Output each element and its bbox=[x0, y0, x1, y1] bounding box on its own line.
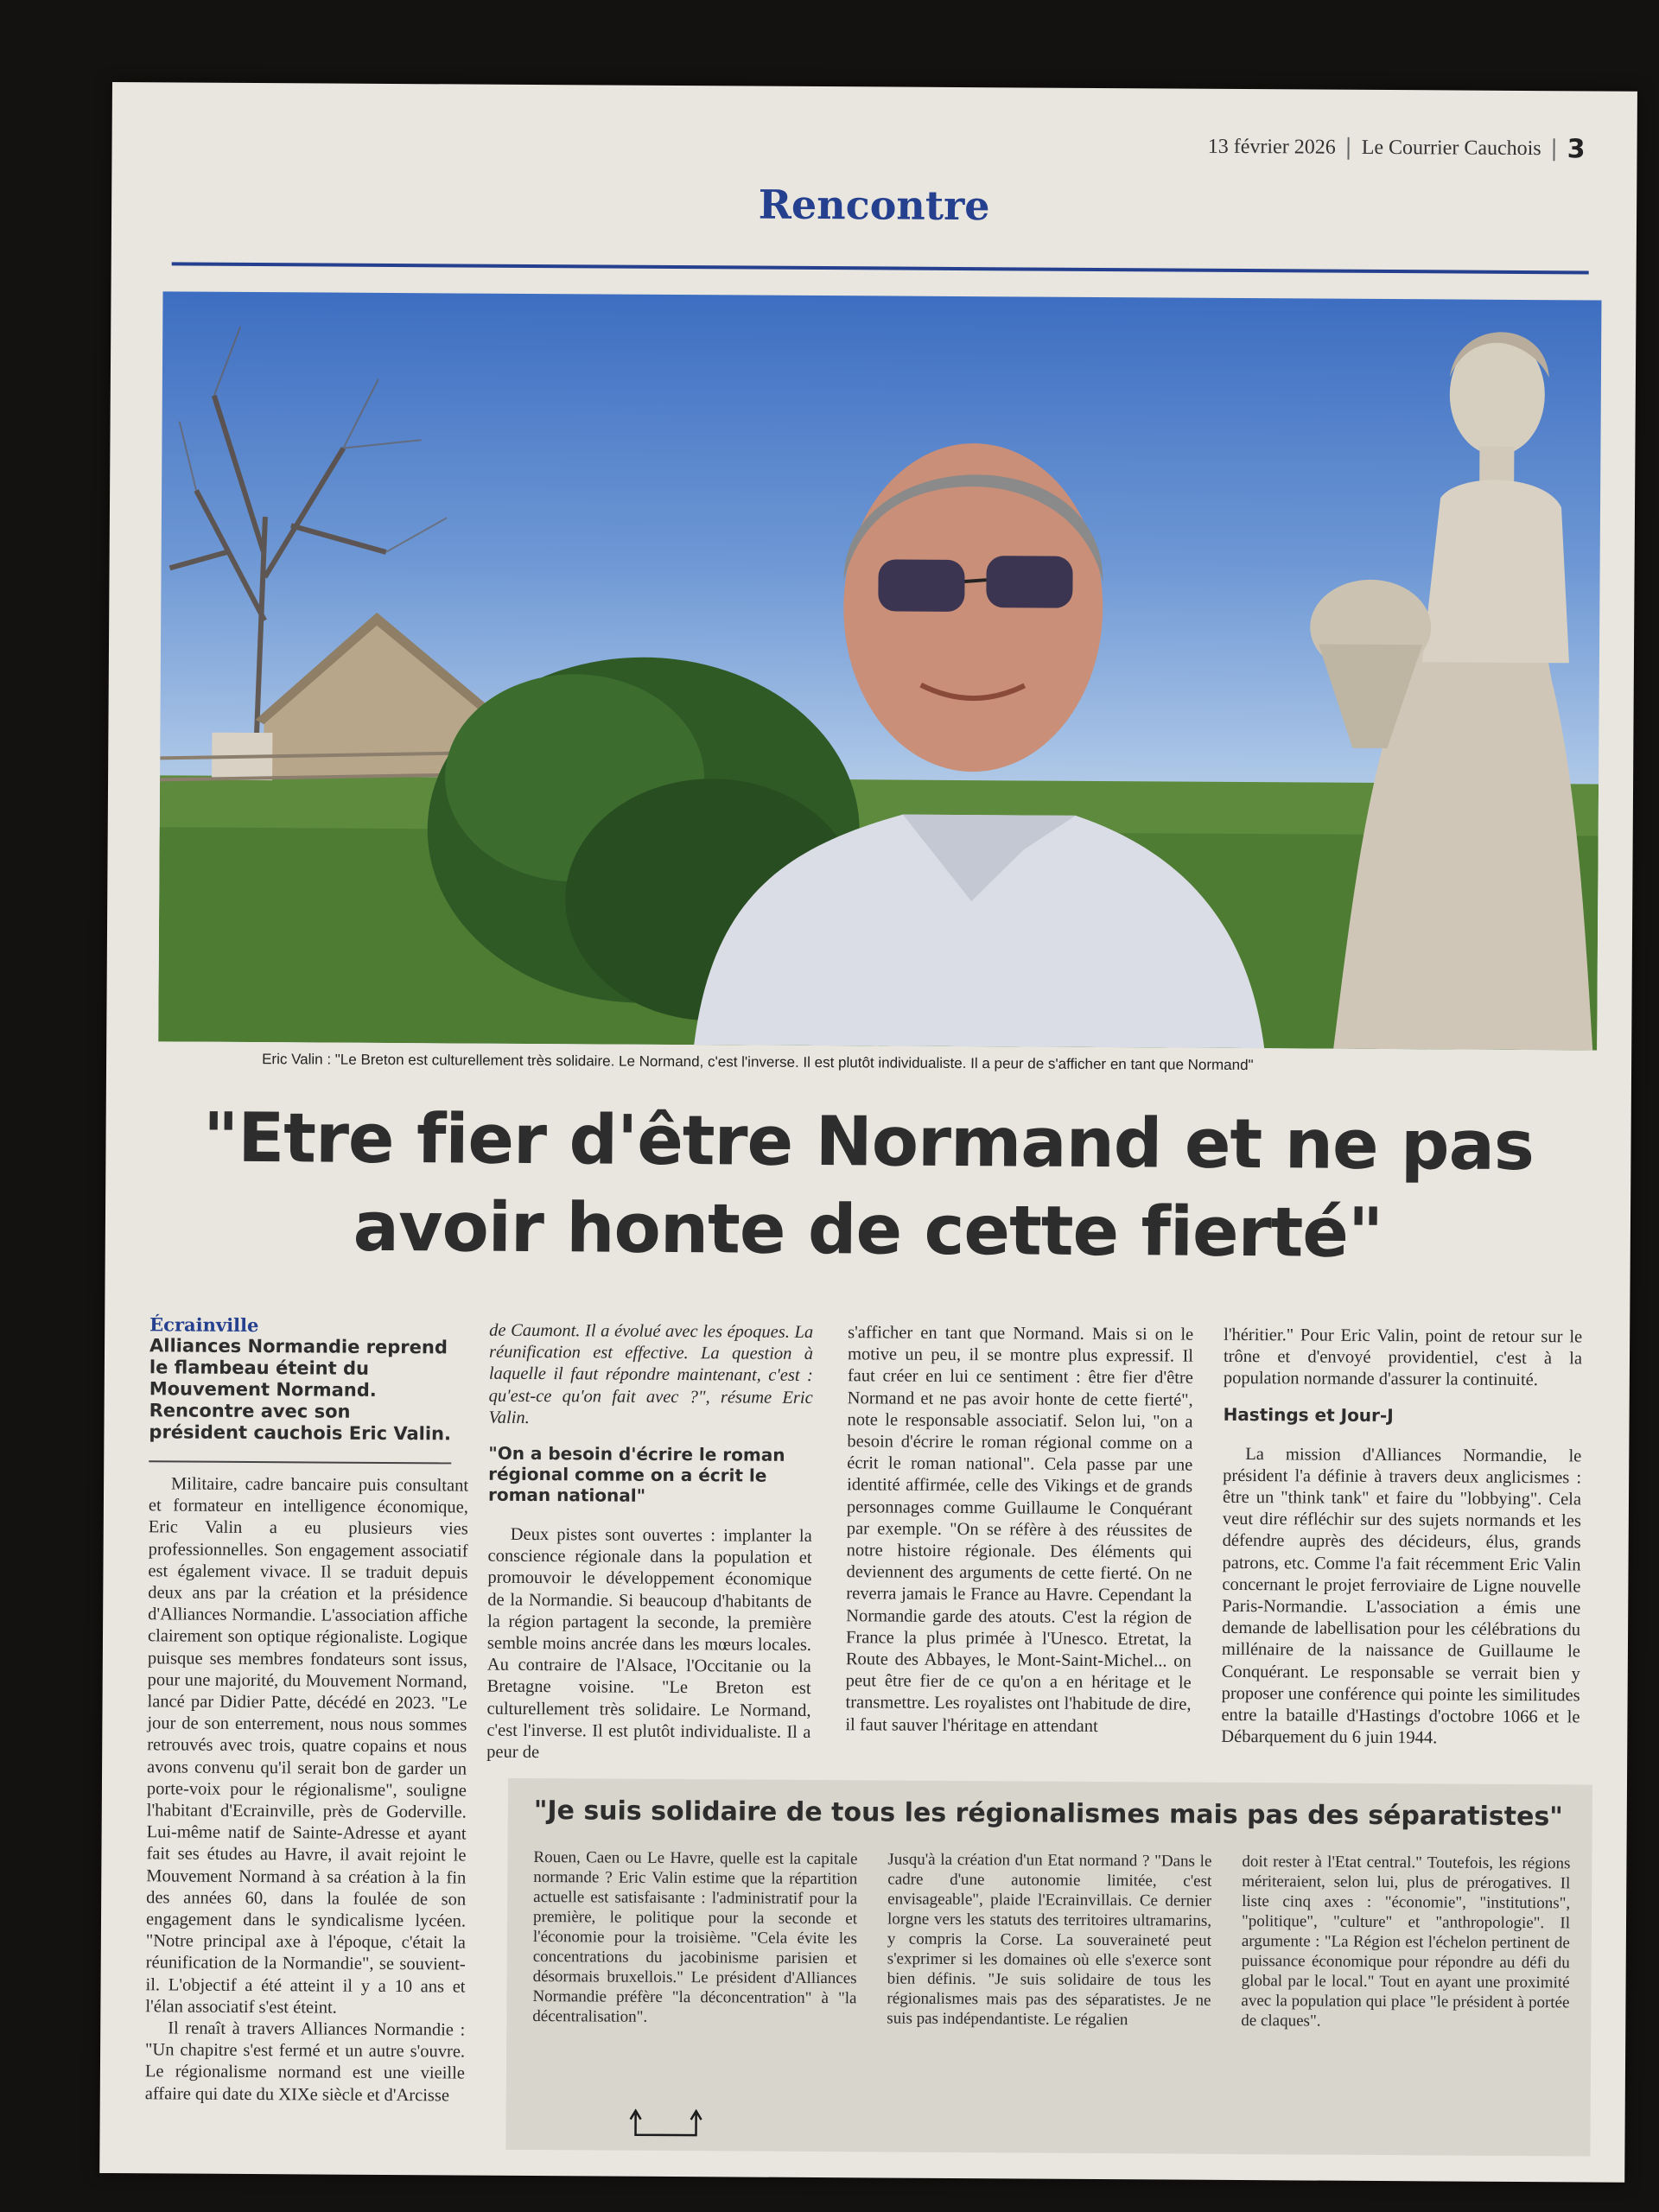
subheading: Hastings et Jour-J bbox=[1223, 1403, 1394, 1426]
paragraph: doit rester à l'Etat central." Toutefois, les régions mériteraient, selon lui, plus de prérogatives. Il liste cinq axes : "économie", "institutions", "politique", "culture" et "anthropologie". Il argumente : "La Région est l'échelon pertinent de puissance économique pour répondre au défi du global par le local." Tout en ayant une proximité avec la population qui place "le président à portée de claques". bbox=[1241, 1853, 1571, 2031]
article-column-2 bbox=[486, 1320, 813, 1766]
portrait-photo bbox=[158, 291, 1601, 1050]
newspaper-name: Le Courrier Cauchois bbox=[1361, 136, 1541, 161]
box-column-3 bbox=[1241, 1852, 1570, 2032]
article-column-3 bbox=[845, 1322, 1193, 1738]
page-header bbox=[1208, 132, 1586, 165]
paragraph: s'afficher en tant que Normand. Mais si on le motive un peu, il se montre plus expressif. Il faut créer en lui ce sentiment : être fier d'être Normand et ne pas avoir honte de cette fierté", note le responsable associatif. Selon lui, "on a besoin d'écrire le roman régional comme on a écrit le roman national". Cela passe par une identité affirmée, celle des Vikings et de grands personnages comme Guillaume le Conquérant par exemple. "On se réfère à des réussites de notre histoire régionale. Des éléments qui deviennent des arguments de cette fierté. On ne reverra jamais le France au Havre. Cependant la Normandie garde des atouts. C'est la région de France la plus primée à l'Unesco. Etretat, la Route des Abbayes, le Mont-Saint-Michel... on peut être fier de ce qu'on a en héritage et le transmettre. Les royalistes ont l'habitude de dire, il faut sauver l'héritage en attendant bbox=[845, 1323, 1194, 1736]
paragraph: Militaire, cadre bancaire puis consultant et formateur en intelligence économique, Eric Valin a eu plusieurs vies professionnelles. Son engagement associatif est également vivace. Il se traduit depuis deux ans par la création et la présidence d'Alliances Normandie. L'association affiche clairement son optique régionaliste. Logique puisque ses membres fondateurs sont issus, pour une majorité, du Mouvement Normand, lancé par Didier Patte, décédé en 2023. "Le jour de son enterrement, nous nous sommes retrouvés avec trois, quatre copains et nous avons convenu qu'il serait bon de garder un porte-voix pour le régionalisme", souligne l'habitant d'Ecrainville, près de Goderville. Lui-même natif de Sainte-Adresse et ayant fait ses études au Havre, il avait rejoint le Mouvement Normand à sa création à la fin des années 60, dans la foulée de son engagement dans le syndicalisme lycéen. "Notre principal axe à l'époque, c'était la réunification de la Normandie", se souvient-il. L'objectif a été atteint il y a 10 ans et l'élan associatif s'est éteint. bbox=[145, 1474, 469, 2018]
standfirst-rule bbox=[149, 1460, 451, 1464]
paragraph: Il renaît à travers Alliances Normandie : "Un chapitre s'est fermé et un autre s'ouvre. Le régionalisme normand est une vieille affaire qui date du XIXe siècle et d'Arcisse bbox=[144, 2018, 466, 2106]
header-divider bbox=[1554, 138, 1555, 161]
photo-illustration bbox=[158, 291, 1601, 1050]
paragraph: Jusqu'à la création d'un Etat normand ? "Dans le cadre d'une autonomie limitée, c'est envisageable", plaide l'Ecrainvillais. Ce dernier lorgne vers les statuts des territoires ultramarins, y compris la Corse. La souveraineté peut s'exprimer si les domaines où elle s'exerce sont bien définis. "Je suis solidaire de tous les régionalismes mais pas des séparatistes. Je ne suis pas indépendantiste. Le régalien bbox=[887, 1850, 1212, 2030]
box-title: "Je suis solidaire de tous les régionalismes mais pas des séparatistes" bbox=[533, 1796, 1563, 1833]
header-divider bbox=[1348, 137, 1350, 159]
paragraph: de Caumont. Il a évolué avec les époques. La réunification est effective. La question à laquelle il faut répondre maintenant, c'est : qu'est-ce qu'on fait avec ?", résume Eric Valin. bbox=[488, 1320, 814, 1427]
paragraph: Deux pistes sont ouvertes : implanter la conscience régionale dans la population et promouvoir le développement économique de la Normandie. Si beaucoup d'habitants de la région partagent la seconde, la première semble moins ancrée dans les mœurs locales. Au contraire de l'Alsace, l'Occitanie ou la Bretagne voisine. "Le Breton est culturellement très solidaire. Le Normand, c'est l'inverse. Il est plutôt individualiste. Il a peur de bbox=[486, 1524, 812, 1763]
paragraph: l'héritier." Pour Eric Valin, point de retour sur le trône et d'envoyé providentiel, c'est à la population normande d'assurer la continuité. bbox=[1223, 1325, 1583, 1390]
box-column-2 bbox=[887, 1850, 1211, 2031]
subheading: "On a besoin d'écrire le roman régional comme on a écrit le roman national" bbox=[487, 1442, 785, 1506]
article-column-1 bbox=[145, 1473, 468, 2107]
issue-date: 13 février 2026 bbox=[1207, 135, 1336, 159]
paragraph: La mission d'Alliances Normandie, le président l'a définie à travers deux anglicismes : être un "think tank" et faire du "lobbying". Cela veut dire réfléchir sur des sujets normands et les défendre auprès des décideurs, élus, grands patrons, etc. Comme l'a fait récemment Eric Valin concernant le projet ferroviaire de Ligne nouvelle Paris-Normandie. L'association a émis une demande de labellisation pour les célébrations du millénaire de la naissance de Guillaume le Conquérant. Le responsable se verrait bien y proposer une conférence qui pointe les similitudes entre la bataille d'Hastings d'octobre 1066 et le Débarquement du 6 juin 1944. bbox=[1221, 1444, 1582, 1748]
page-number: 3 bbox=[1567, 134, 1586, 165]
dateline: Écrainville bbox=[149, 1313, 259, 1337]
section-title: Rencontre bbox=[758, 181, 990, 230]
section-rule bbox=[172, 262, 1589, 274]
box-column-1 bbox=[532, 1847, 857, 2028]
headline: "Etre fier d'être Normand et ne pas avoir honte de cette fierté" bbox=[202, 1097, 1535, 1274]
photo-caption: Eric Valin : "Le Breton est culturellement très solidaire. Le Normand, c'est l'inverse. Il est plutôt individualiste. Il a peur de s'afficher en tant que Normand" bbox=[262, 1051, 1254, 1074]
sidebar-box bbox=[505, 1778, 1592, 2157]
newspaper-page bbox=[99, 82, 1637, 2183]
paragraph: Rouen, Caen ou Le Havre, quelle est la capitale normande ? Eric Valin estime que la répartition actuelle est satisfaisante : l'administratif pour la première, le politique pour la seconde et l'économie pour la troisième. "Cela évite les concentrations du jacobinisme parisien et désormais bruxellois." Le président d'Alliances Normandie préfère "la déconcentration" à "la décentralisation". bbox=[532, 1848, 858, 2026]
standfirst: Alliances Normandie reprend le flambeau éteint du Mouvement Normand. Rencontre avec son président cauchois Eric Valin. bbox=[149, 1335, 452, 1445]
handwritten-arrow-mark bbox=[626, 2109, 704, 2145]
article-column-4 bbox=[1221, 1325, 1582, 1751]
